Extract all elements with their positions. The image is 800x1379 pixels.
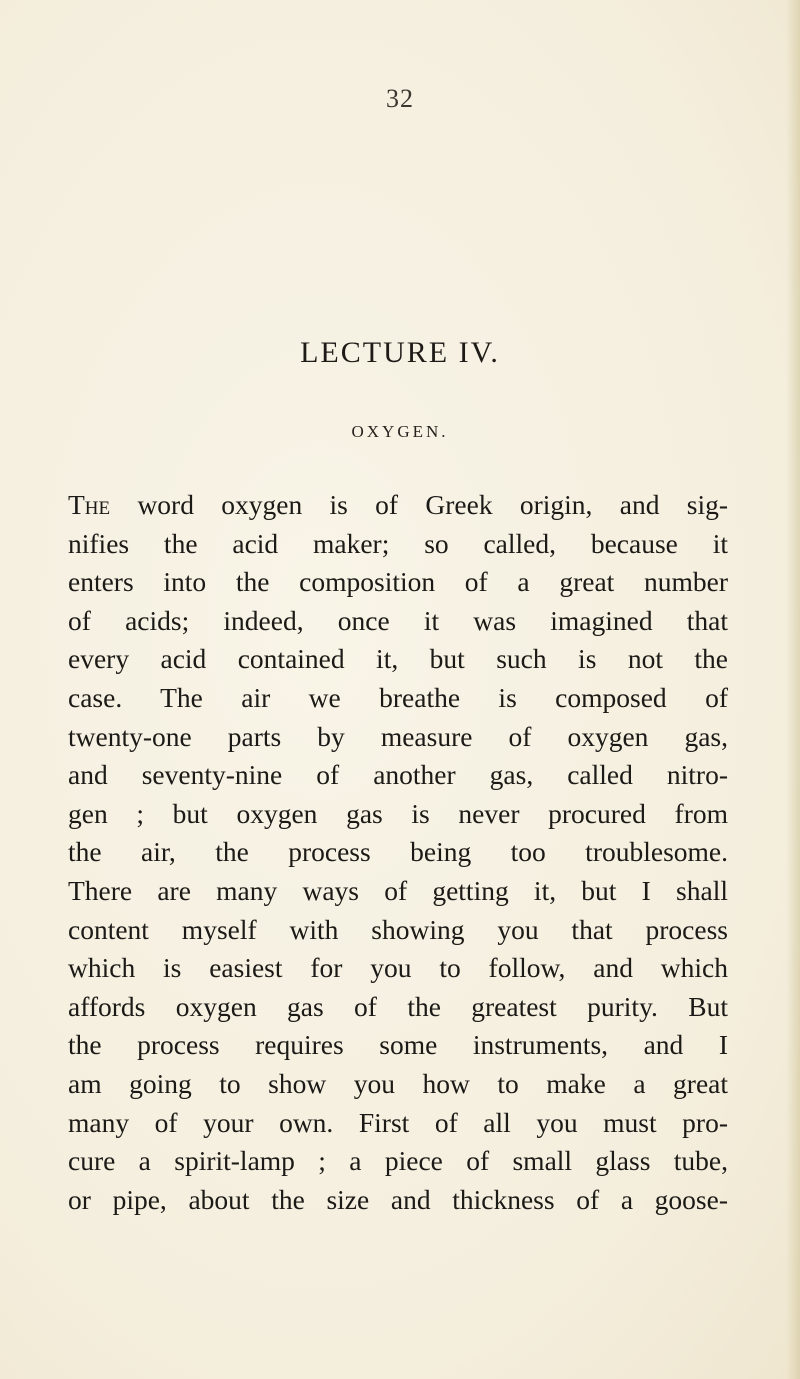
text-line: which is easiest for you to follow, and which (68, 952, 728, 984)
text-line: content myself with showing you that process (68, 913, 728, 945)
text-line: case. The air we breathe is composed of (68, 681, 728, 713)
text-line: twenty-one parts by measure of oxygen gas, (68, 720, 728, 752)
body-paragraph (68, 486, 728, 1219)
lecture-title: LECTURE IV. (300, 336, 500, 369)
text-line: enters into the composition of a great number (68, 566, 728, 598)
text-line: or pipe, about the size and thickness of a goose- (68, 1183, 728, 1215)
text-line: of acids; indeed, once it was imagined that (68, 604, 728, 636)
text-line: The word oxygen is of Greek origin, and sig- (68, 489, 728, 520)
section-title: OXYGEN. (351, 422, 449, 441)
text-line: the process requires some instruments, and I (68, 1029, 728, 1061)
text-line: There are many ways of getting it, but I shall (68, 874, 728, 906)
text-line: cure a spirit-lamp ; a piece of small glass tube, (68, 1145, 728, 1177)
text-line: nifies the acid maker; so called, because it (68, 527, 728, 559)
text-line: many of your own. First of all you must pro- (68, 1106, 728, 1138)
text-line: and seventy-nine of another gas, called nitro- (68, 759, 728, 791)
text-line: affords oxygen gas of the greatest purity. But (68, 990, 728, 1022)
text-line: the air, the process being too troublesome. (68, 836, 728, 868)
text-line: gen ; but oxygen gas is never procured from (68, 797, 728, 829)
text-line: am going to show you how to make a great (68, 1067, 728, 1099)
page-number: 32 (386, 84, 414, 113)
opening-word: The (68, 489, 111, 520)
page-edge-shadow (786, 0, 800, 1379)
text-line: every acid contained it, but such is not the (68, 643, 728, 675)
